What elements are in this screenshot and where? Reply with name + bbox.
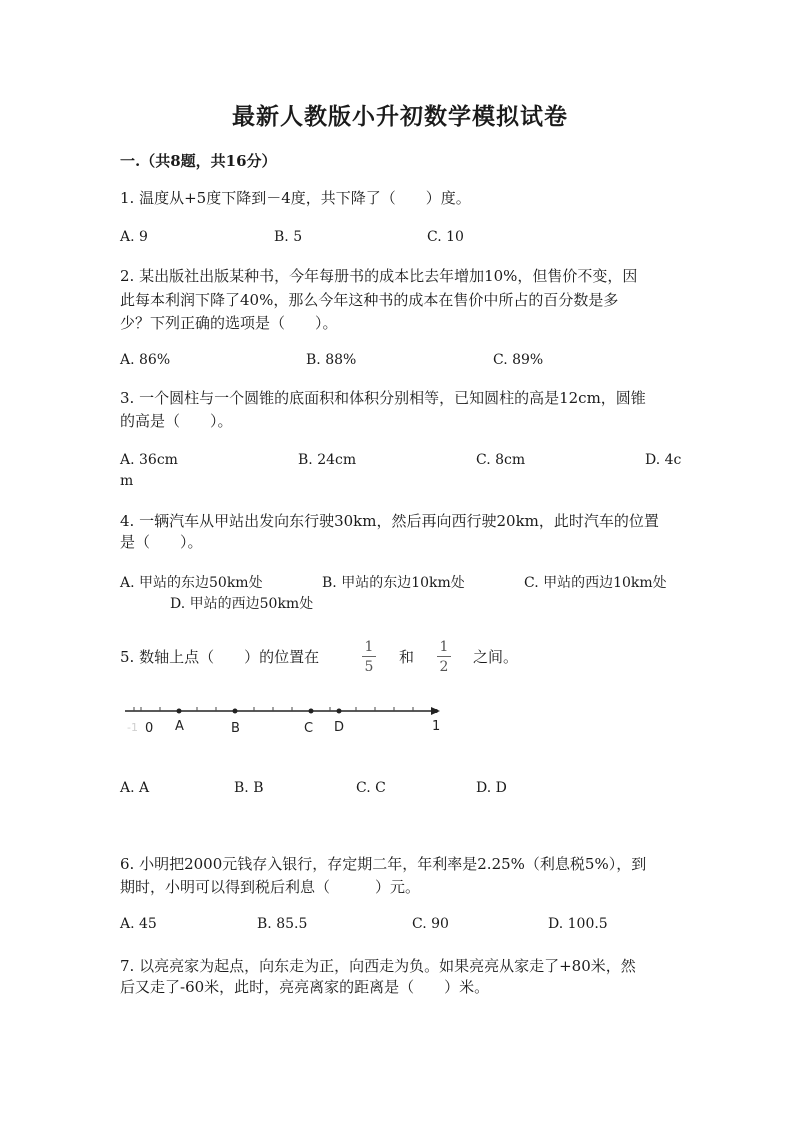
question-4-option-c[interactable]: C. 甲站的西边10km处 [524,575,667,591]
question-3-option-d[interactable]: D. 4c [645,452,682,468]
question-1-option-c[interactable]: C. 10 [427,229,464,245]
question-2-line-3: 少？下列正确的选项是（ ）。 [120,314,338,332]
question-1-option-a[interactable]: A. 9 [120,229,148,245]
question-2-option-a[interactable]: A. 86% [120,352,171,368]
point-d-marker [337,709,342,714]
question-3-option-c[interactable]: C. 8cm [476,452,526,468]
question-1-text: 1. 温度从+5度下降到－4度，共下降了（ ）度。 [120,189,471,207]
question-3-line-1: 3. 一个圆柱与一个圆锥的底面积和体积分别相等，已知圆柱的高是12cm，圆锥 [120,389,646,407]
question-4-option-a[interactable]: A. 甲站的东边50km处 [120,575,263,591]
point-b-marker [233,709,238,714]
question-6-line-1: 6. 小明把2000元钱存入银行，存定期二年，年利率是2.25%（利息税5%），到 [120,855,647,873]
question-5-suffix: 之间。 [473,648,519,666]
question-3-line-2: 的高是（ ）。 [120,412,233,430]
question-6-option-d[interactable]: D. 100.5 [548,916,608,932]
number-line-label-b: B [231,721,240,736]
point-c-marker [309,709,314,714]
question-6-option-c[interactable]: C. 90 [412,916,449,932]
question-5-mid: 和 [399,648,415,666]
fraction-one-fifth-denominator: 5 [364,659,374,675]
question-6-line-2: 期时，小明可以得到税后利息（ ）元。 [120,878,421,896]
point-one-marker [434,709,438,713]
question-7-line-1: 7. 以亮亮家为起点，向东走为正，向西走为负。如果亮亮从家走了+80米，然 [120,957,636,975]
point-a-marker [177,709,182,714]
question-3-option-a[interactable]: A. 36cm [120,452,178,468]
question-4-line-1: 4. 一辆汽车从甲站出发向东行驶30km，然后再向西行驶20km，此时汽车的位置 [120,512,659,530]
question-3-option-d-wrap: m [120,473,134,489]
question-7-line-2: 后又走了-60米，此时，亮亮离家的距离是（ ）米。 [120,978,490,996]
question-6-option-b[interactable]: B. 85.5 [257,916,308,932]
fraction-one-fifth-numerator: 1 [364,639,374,655]
question-2-option-c[interactable]: C. 89% [493,352,544,368]
fraction-one-half-numerator: 1 [439,639,449,655]
fraction-one-half-denominator: 2 [439,659,449,675]
question-4-line-2: 是（ ）。 [120,533,203,551]
section-header: 一.（共8题，共16分） [120,152,277,170]
question-2-line-2: 此每本利润下降了40%，那么今年这种书的成本在售价中所占的百分数是多 [120,291,619,309]
question-4-option-b[interactable]: B. 甲站的东边10km处 [322,575,465,591]
question-1-option-b[interactable]: B. 5 [274,229,303,245]
question-5-option-b[interactable]: B. B [234,780,264,796]
question-2-line-1: 2. 某出版社出版某种书，今年每册书的成本比去年增加10%，但售价不变，因 [120,267,638,285]
number-line-ghost-label: -1 [127,721,138,734]
number-line-label-c: C [304,721,314,736]
number-line-label-d: D [334,720,345,735]
question-5-option-d[interactable]: D. D [476,780,507,796]
question-5-option-a[interactable]: A. A [120,780,150,796]
number-line-label-a: A [175,719,184,734]
question-3-option-b[interactable]: B. 24cm [298,452,357,468]
number-line-label-1: 1 [432,719,441,734]
number-line-label-0: 0 [145,721,154,736]
page-title: 最新人教版小升初数学模拟试卷 [232,103,568,130]
question-4-option-d[interactable]: D. 甲站的西边50km处 [170,596,314,612]
question-5-option-c[interactable]: C. C [356,780,386,796]
question-6-option-a[interactable]: A. 45 [120,916,157,932]
question-5-prefix: 5. 数轴上点（ ）的位置在 [120,648,320,666]
question-2-option-b[interactable]: B. 88% [306,352,357,368]
